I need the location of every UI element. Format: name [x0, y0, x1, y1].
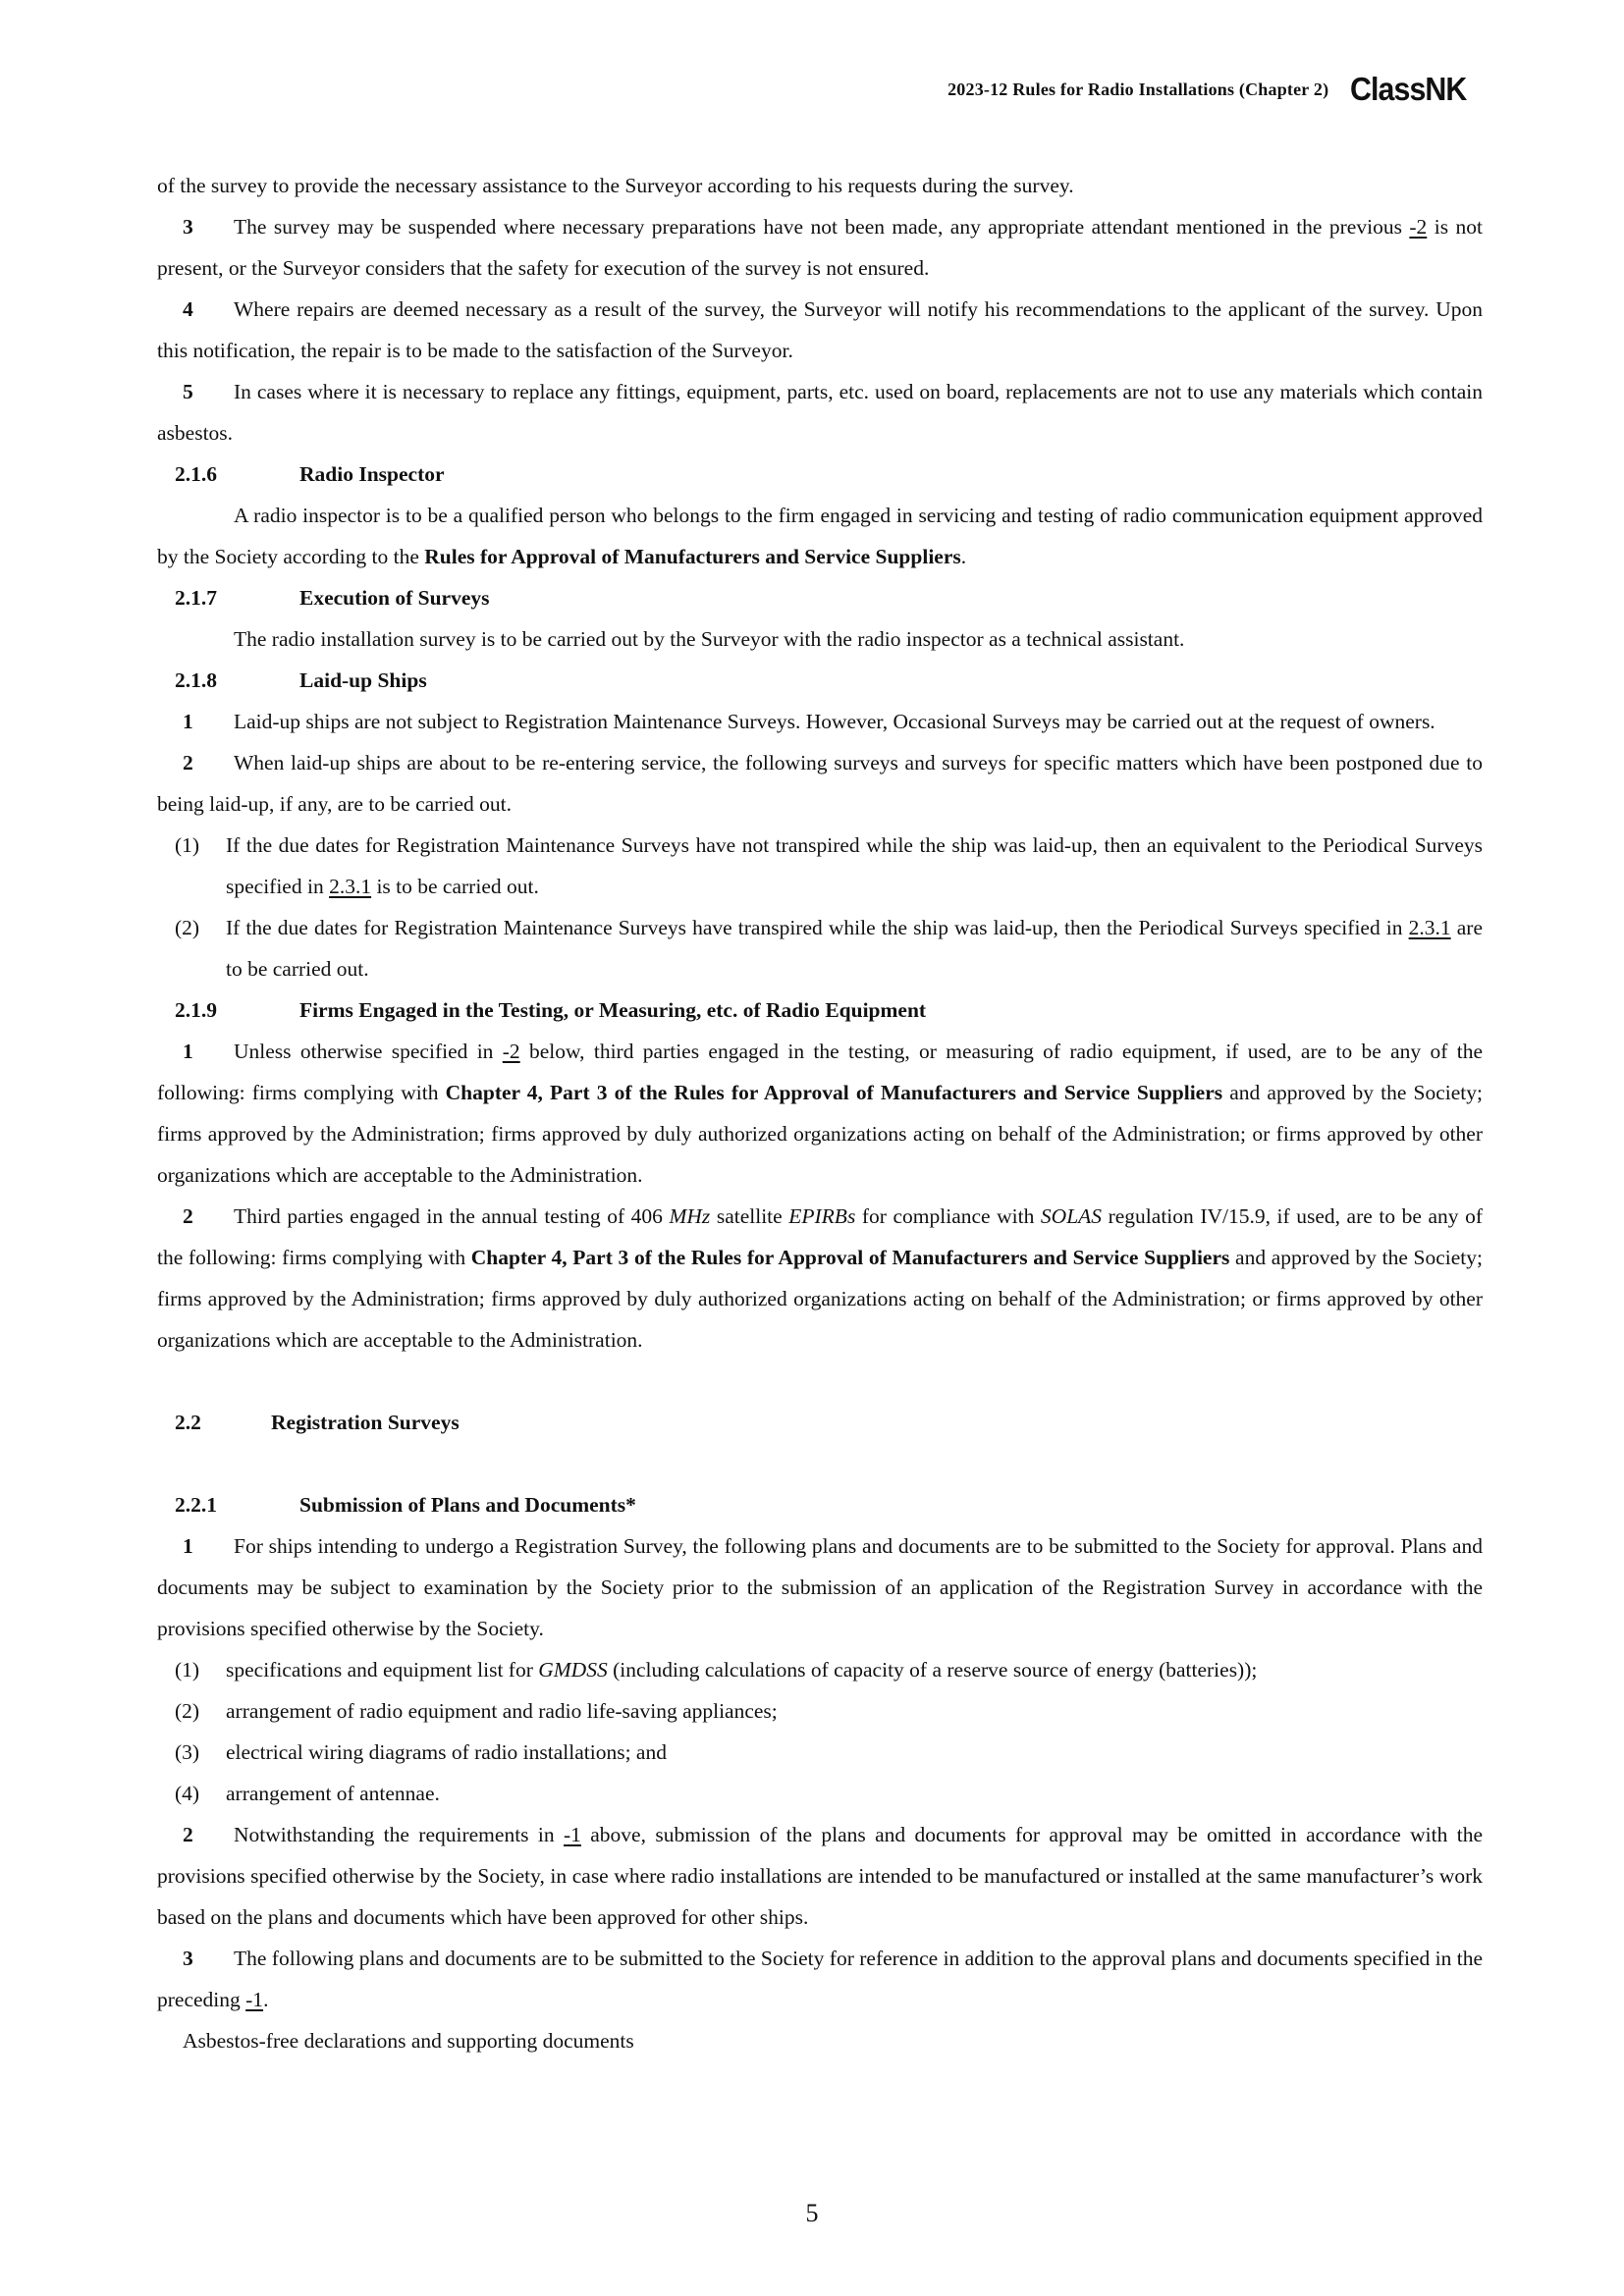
section-heading-2-1-7: 2.1.7 Execution of Surveys	[175, 586, 490, 610]
header-title: 2023-12 Rules for Radio Installations (Chapter 2)	[947, 79, 1329, 99]
list-item: (1) If the due dates for Registration Maintenance Surveys have not transpired while the ship was laid-up, then an equivalent to the Periodical Surveys specified in 2.3.1 is to be carried out.	[175, 833, 1483, 898]
paragraph-3: 3 The survey may be suspended where necessary preparations have not been made, any appropriate attendant mentioned in the previous -2 is not present, or the Surveyor considers that the safety for execution of the survey is not ensured.	[157, 215, 1483, 280]
ref-link[interactable]: -1	[563, 1823, 581, 1846]
paragraph-2-1-8-2: 2 When laid-up ships are about to be re-entering service, the following surveys and surveys for specific matters which have been postponed due to being laid-up, if any, are to be carried out.	[157, 751, 1483, 816]
section-heading-2-1-6: 2.1.6 Radio Inspector	[175, 462, 445, 486]
paragraph-2-1-9-2: 2 Third parties engaged in the annual testing of 406 MHz satellite EPIRBs for compliance with SOLAS regulation IV/15.9, if used, are to be any of the following: firms complying with Chapter 4, Part 3 of the Rules for Approval of Manufacturers and Service Suppliers and approved by the Society; firms approved by the Administration; firms approved by duly authorized organizations acting on behalf of the Administration; or firms approved by other organizations which are acceptable to the Administration.	[157, 1204, 1483, 1352]
list-item: (1) specifications and equipment list for GMDSS (including calculations of capacity of a reserve source of energy (batteries));	[175, 1658, 1258, 1682]
paragraph-2-2-1-2: 2 Notwithstanding the requirements in -1 above, submission of the plans and documents for approval may be omitted in accordance with the provisions specified otherwise by the Society, in case where radio installations are intended to be manufactured or installed at the same manufacturer’s work based on the plans and documents which have been approved for other ships.	[157, 1823, 1483, 1929]
list-item: (2) If the due dates for Registration Maintenance Surveys have transpired while the ship was laid-up, then the Periodical Surveys specified in 2.3.1 are to be carried out.	[175, 916, 1483, 981]
list-item: (2) arrangement of radio equipment and radio life-saving appliances;	[175, 1699, 778, 1723]
section-heading-2-2-1: 2.2.1 Submission of Plans and Documents*	[175, 1493, 636, 1517]
paragraph-2-2-1-3: 3 The following plans and documents are to be submitted to the Society for reference in addition to the approval plans and documents specified in the preceding -1.	[157, 1947, 1483, 2011]
ref-link[interactable]: -2	[1409, 215, 1428, 239]
classnk-logo: ClassNK	[1350, 71, 1467, 107]
page-number: 5	[805, 2199, 819, 2227]
paragraph-2-2-1-1: 1 For ships intending to undergo a Registration Survey, the following plans and documents are to be submitted to the Society for approval. Plans and documents may be subject to examination by the Society prior to the submission of an application of the Registration Survey in accordance with the provisions specified otherwise by the Society.	[157, 1534, 1483, 1640]
page-header	[947, 71, 1477, 108]
paragraph-2-1-8-1: 1 Laid-up ships are not subject to Registration Maintenance Surveys. However, Occasional Surveys may be carried out at the request of owners.	[183, 710, 1435, 733]
section-heading-2-1-8: 2.1.8 Laid-up Ships	[175, 668, 427, 692]
paragraph-asbestos-declarations: Asbestos-free declarations and supporting documents	[183, 2029, 634, 2053]
section-heading-2-2: 2.2 Registration Surveys	[175, 1411, 460, 1434]
ref-link[interactable]: 2.3.1	[1408, 916, 1451, 939]
document-body	[157, 165, 1483, 2061]
paragraph-2-1-7: The radio installation survey is to be carried out by the Surveyor with the radio inspector as a technical assistant.	[234, 627, 1185, 651]
list-item: (3) electrical wiring diagrams of radio installations; and	[175, 1740, 667, 1764]
paragraph-2-1-6: A radio inspector is to be a qualified person who belongs to the firm engaged in servicing and testing of radio communication equipment approved by the Society according to the Rules for Approval of Manufacturers and Service Suppliers.	[157, 504, 1483, 568]
paragraph-5: 5 In cases where it is necessary to replace any fittings, equipment, parts, etc. used on board, replacements are not to use any materials which contain asbestos.	[157, 380, 1483, 445]
ref-link[interactable]: 2.3.1	[329, 875, 372, 898]
ref-link[interactable]: -1	[245, 1988, 264, 2011]
paragraph-4: 4 Where repairs are deemed necessary as a result of the survey, the Surveyor will notify his recommendations to the applicant of the survey. Upon this notification, the repair is to be made to the satisfaction of the Surveyor.	[157, 297, 1483, 362]
ref-link[interactable]: -2	[502, 1040, 520, 1063]
paragraph-2-1-9-1: 1 Unless otherwise specified in -2 below, third parties engaged in the testing, or measuring of radio equipment, if used, are to be any of the following: firms complying with Chapter 4, Part 3 of the Rules for Approval of Manufacturers and Service Suppliers and approved by the Society; firms approved by the Administration; firms approved by duly authorized organizations acting on behalf of the Administration; or firms approved by other organizations which are acceptable to the Administration.	[157, 1040, 1484, 1187]
paragraph-continuation: of the survey to provide the necessary assistance to the Surveyor according to his requests during the survey.	[157, 174, 1074, 197]
list-item: (4) arrangement of antennae.	[175, 1782, 440, 1805]
section-heading-2-1-9: 2.1.9 Firms Engaged in the Testing, or Measuring, etc. of Radio Equipment	[175, 998, 927, 1022]
